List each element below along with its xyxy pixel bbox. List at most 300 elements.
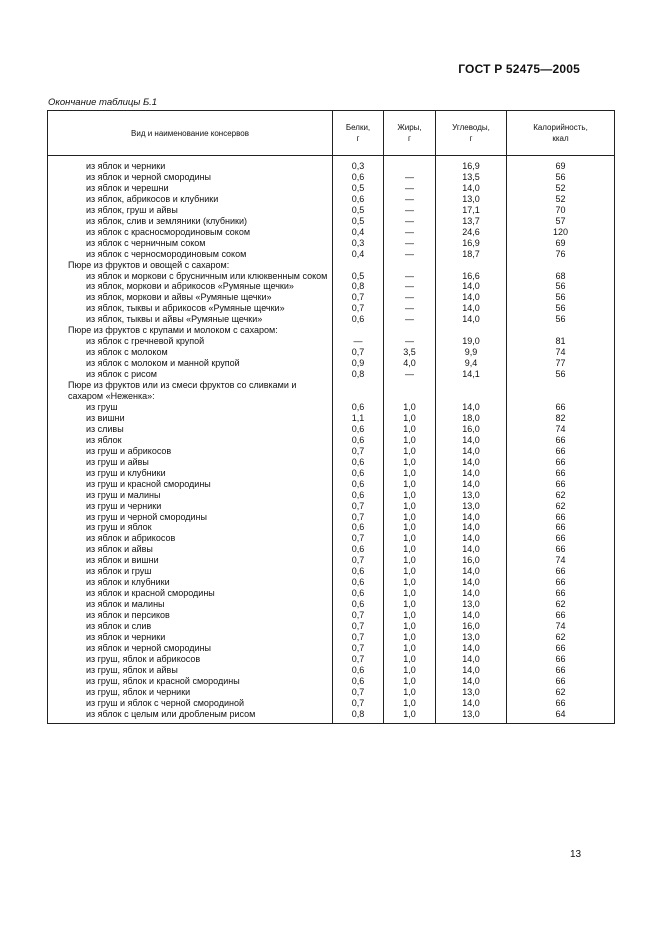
cell-protein: 0,6 [333, 172, 384, 183]
cell-protein: 0,6 [333, 544, 384, 555]
cell-calories: 66 [507, 577, 615, 588]
cell-name: из яблок с молоком [48, 347, 333, 358]
cell-fat: 1,0 [384, 522, 436, 533]
table-row [48, 533, 615, 544]
cell-fat: 1,0 [384, 599, 436, 610]
cell-fat: 1,0 [384, 413, 436, 424]
cell-carbs [436, 325, 507, 336]
cell-name: из яблок и абрикосов [48, 533, 333, 544]
cell-protein [333, 380, 384, 402]
cell-protein: 0,5 [333, 271, 384, 282]
cell-name: из груш [48, 402, 333, 413]
cell-name: из груш и яблок с черной смородиной [48, 698, 333, 709]
cell-carbs: 14,0 [436, 292, 507, 303]
cell-fat: — [384, 303, 436, 314]
cell-protein: 0,7 [333, 446, 384, 457]
cell-protein: 0,6 [333, 402, 384, 413]
cell-fat: 1,0 [384, 457, 436, 468]
cell-fat: 4,0 [384, 358, 436, 369]
cell-protein: 0,5 [333, 205, 384, 216]
cell-calories: 66 [507, 435, 615, 446]
cell-name: из яблок, груш и айвы [48, 205, 333, 216]
cell-protein: 0,6 [333, 457, 384, 468]
table-row [48, 227, 615, 238]
cell-fat: 1,0 [384, 555, 436, 566]
table-section-row [48, 260, 615, 271]
cell-name: Пюре из фруктов или из смеси фруктов со сливками и сахаром «Неженка»: [48, 380, 333, 402]
cell-protein: 0,8 [333, 709, 384, 723]
cell-name: из яблок с черничным соком [48, 238, 333, 249]
cell-fat: 1,0 [384, 566, 436, 577]
cell-calories: 82 [507, 413, 615, 424]
cell-protein: 0,7 [333, 687, 384, 698]
cell-fat: 1,0 [384, 402, 436, 413]
cell-protein: 0,6 [333, 490, 384, 501]
cell-fat: 1,0 [384, 665, 436, 676]
table-row [48, 249, 615, 260]
cell-protein: 0,7 [333, 654, 384, 665]
cell-calories: 62 [507, 490, 615, 501]
cell-calories: 62 [507, 501, 615, 512]
cell-fat: 1,0 [384, 424, 436, 435]
cell-name: из груш и айвы [48, 457, 333, 468]
cell-carbs: 13,0 [436, 599, 507, 610]
cell-name: из яблок и груш [48, 566, 333, 577]
cell-protein: 0,7 [333, 555, 384, 566]
cell-name: из груш и черной смородины [48, 512, 333, 523]
cell-carbs: 13,0 [436, 501, 507, 512]
table-row [48, 292, 615, 303]
cell-protein: 0,7 [333, 303, 384, 314]
table-row [48, 424, 615, 435]
cell-name: из яблок с рисом [48, 369, 333, 380]
cell-fat: 3,5 [384, 347, 436, 358]
cell-fat: — [384, 194, 436, 205]
cell-carbs: 13,7 [436, 216, 507, 227]
cell-fat: 1,0 [384, 632, 436, 643]
cell-fat: 1,0 [384, 687, 436, 698]
table-row [48, 687, 615, 698]
cell-carbs: 14,0 [436, 533, 507, 544]
header-calories: Калорийность, ккал [507, 111, 615, 156]
cell-protein: 0,7 [333, 292, 384, 303]
table-row [48, 183, 615, 194]
cell-carbs: 14,0 [436, 610, 507, 621]
cell-carbs: 16,6 [436, 271, 507, 282]
cell-carbs: 14,0 [436, 457, 507, 468]
cell-name: из яблок и черешни [48, 183, 333, 194]
table-section-row [48, 325, 615, 336]
cell-carbs: 14,0 [436, 654, 507, 665]
table-row [48, 358, 615, 369]
cell-calories: 74 [507, 621, 615, 632]
header-carbs: Углеводы, г [436, 111, 507, 156]
cell-carbs: 13,0 [436, 632, 507, 643]
cell-protein: 0,4 [333, 227, 384, 238]
cell-carbs: 13,5 [436, 172, 507, 183]
cell-calories: 74 [507, 347, 615, 358]
cell-carbs: 14,0 [436, 676, 507, 687]
table-row [48, 577, 615, 588]
cell-name: из груш, яблок и черники [48, 687, 333, 698]
table-row [48, 238, 615, 249]
cell-protein: 1,1 [333, 413, 384, 424]
cell-carbs: 14,0 [436, 698, 507, 709]
cell-calories: 66 [507, 479, 615, 490]
cell-carbs: 24,6 [436, 227, 507, 238]
cell-name: из яблок и черники [48, 632, 333, 643]
cell-protein: 0,7 [333, 643, 384, 654]
cell-name: из яблок с гречневой крупой [48, 336, 333, 347]
cell-protein [333, 260, 384, 271]
cell-carbs: 14,0 [436, 446, 507, 457]
table-row [48, 161, 615, 172]
cell-fat: 1,0 [384, 490, 436, 501]
cell-calories: 66 [507, 522, 615, 533]
table-row [48, 347, 615, 358]
cell-fat [384, 380, 436, 402]
cell-name: из яблок, тыквы и абрикосов «Румяные щечки» [48, 303, 333, 314]
cell-carbs [436, 260, 507, 271]
cell-fat: 1,0 [384, 544, 436, 555]
cell-fat: — [384, 205, 436, 216]
header-protein: Белки, г [333, 111, 384, 156]
cell-carbs: 18,0 [436, 413, 507, 424]
cell-protein: 0,6 [333, 424, 384, 435]
cell-fat: 1,0 [384, 435, 436, 446]
cell-carbs: 14,0 [436, 665, 507, 676]
cell-fat: 1,0 [384, 698, 436, 709]
cell-fat: 1,0 [384, 610, 436, 621]
cell-carbs: 14,0 [436, 183, 507, 194]
cell-protein: 0,6 [333, 599, 384, 610]
cell-carbs: 14,0 [436, 588, 507, 599]
cell-calories: 66 [507, 544, 615, 555]
cell-fat: 1,0 [384, 621, 436, 632]
cell-calories: 66 [507, 566, 615, 577]
cell-calories: 74 [507, 555, 615, 566]
cell-calories: 68 [507, 271, 615, 282]
table-body [48, 156, 615, 724]
cell-protein: 0,3 [333, 238, 384, 249]
cell-calories: 57 [507, 216, 615, 227]
cell-fat: 1,0 [384, 533, 436, 544]
table-row [48, 654, 615, 665]
cell-protein: 0,6 [333, 566, 384, 577]
cell-carbs: 16,9 [436, 238, 507, 249]
cell-carbs: 14,0 [436, 512, 507, 523]
cell-name: из груш и абрикосов [48, 446, 333, 457]
table-row [48, 194, 615, 205]
cell-calories: 69 [507, 238, 615, 249]
cell-name: из яблок и айвы [48, 544, 333, 555]
cell-fat: — [384, 281, 436, 292]
cell-fat: — [384, 216, 436, 227]
cell-name: из яблок и черной смородины [48, 172, 333, 183]
cell-protein [333, 325, 384, 336]
table-row [48, 490, 615, 501]
cell-carbs: 18,7 [436, 249, 507, 260]
cell-name: из яблок и красной смородины [48, 588, 333, 599]
cell-protein: 0,7 [333, 632, 384, 643]
table-section-row [48, 380, 615, 402]
cell-carbs: 9,9 [436, 347, 507, 358]
cell-fat: — [384, 238, 436, 249]
cell-carbs: 16,0 [436, 424, 507, 435]
cell-name: из груш, яблок и абрикосов [48, 654, 333, 665]
table-row [48, 457, 615, 468]
cell-name: Пюре из фруктов и овощей с сахаром: [48, 260, 333, 271]
cell-calories: 81 [507, 336, 615, 347]
cell-carbs: 14,0 [436, 566, 507, 577]
cell-carbs: 17,1 [436, 205, 507, 216]
cell-carbs: 14,0 [436, 402, 507, 413]
cell-protein: 0,6 [333, 314, 384, 325]
table-header-row [48, 111, 615, 156]
cell-fat [384, 161, 436, 172]
cell-carbs: 14,0 [436, 544, 507, 555]
cell-calories: 74 [507, 424, 615, 435]
cell-carbs: 14,0 [436, 435, 507, 446]
cell-carbs: 14,0 [436, 314, 507, 325]
table-row [48, 698, 615, 709]
cell-carbs: 9,4 [436, 358, 507, 369]
cell-protein: 0,7 [333, 533, 384, 544]
cell-protein: 0,6 [333, 435, 384, 446]
table-row [48, 512, 615, 523]
cell-protein: 0,6 [333, 194, 384, 205]
cell-calories: 62 [507, 632, 615, 643]
table-row [48, 336, 615, 347]
table-row [48, 468, 615, 479]
cell-fat: 1,0 [384, 588, 436, 599]
cell-carbs: 14,1 [436, 369, 507, 380]
cell-calories: 66 [507, 446, 615, 457]
table-row [48, 621, 615, 632]
table-row [48, 501, 615, 512]
cell-fat: — [384, 172, 436, 183]
table-row [48, 709, 615, 723]
cell-carbs: 14,0 [436, 303, 507, 314]
cell-calories: 77 [507, 358, 615, 369]
cell-carbs: 14,0 [436, 577, 507, 588]
cell-fat: 1,0 [384, 676, 436, 687]
cell-protein: 0,7 [333, 501, 384, 512]
cell-name: из яблок, абрикосов и клубники [48, 194, 333, 205]
cell-protein: 0,6 [333, 577, 384, 588]
document-code: ГОСТ Р 52475—2005 [458, 62, 580, 76]
cell-fat: — [384, 314, 436, 325]
table-row [48, 205, 615, 216]
table-row [48, 402, 615, 413]
cell-name: из яблок и клубники [48, 577, 333, 588]
cell-calories: 69 [507, 161, 615, 172]
header-name: Вид и наименование консервов [48, 111, 333, 156]
table-row [48, 643, 615, 654]
cell-name: из яблок и вишни [48, 555, 333, 566]
cell-carbs: 14,0 [436, 522, 507, 533]
cell-name: из яблок и малины [48, 599, 333, 610]
cell-calories: 56 [507, 172, 615, 183]
cell-fat: — [384, 227, 436, 238]
cell-protein: 0,6 [333, 665, 384, 676]
cell-protein: 0,6 [333, 676, 384, 687]
cell-fat: — [384, 336, 436, 347]
cell-carbs: 14,0 [436, 468, 507, 479]
cell-fat: 1,0 [384, 654, 436, 665]
cell-calories: 56 [507, 292, 615, 303]
cell-calories: 52 [507, 194, 615, 205]
cell-name: из вишни [48, 413, 333, 424]
cell-protein: 0,7 [333, 512, 384, 523]
cell-carbs: 13,0 [436, 687, 507, 698]
cell-protein: 0,9 [333, 358, 384, 369]
cell-name: из груш и малины [48, 490, 333, 501]
page-number: 13 [570, 849, 582, 860]
cell-carbs: 19,0 [436, 336, 507, 347]
table-row [48, 369, 615, 380]
cell-calories: 62 [507, 687, 615, 698]
cell-protein: 0,7 [333, 347, 384, 358]
cell-calories: 70 [507, 205, 615, 216]
cell-protein: 0,5 [333, 183, 384, 194]
cell-protein: 0,7 [333, 621, 384, 632]
cell-fat: — [384, 369, 436, 380]
header-fat: Жиры, г [384, 111, 436, 156]
cell-name: из груш и красной смородины [48, 479, 333, 490]
cell-name: из яблок, слив и земляники (клубники) [48, 216, 333, 227]
cell-carbs: 16,0 [436, 621, 507, 632]
cell-calories: 66 [507, 402, 615, 413]
cell-calories: 66 [507, 643, 615, 654]
cell-calories: 66 [507, 512, 615, 523]
cell-carbs: 13,0 [436, 709, 507, 723]
cell-calories: 66 [507, 610, 615, 621]
cell-name: из яблок с красносмородиновым соком [48, 227, 333, 238]
cell-name: из яблок и черники [48, 161, 333, 172]
table-row [48, 588, 615, 599]
cell-calories: 120 [507, 227, 615, 238]
cell-fat: 1,0 [384, 709, 436, 723]
cell-carbs: 13,0 [436, 490, 507, 501]
cell-protein: 0,7 [333, 610, 384, 621]
cell-fat: 1,0 [384, 643, 436, 654]
cell-calories [507, 380, 615, 402]
cell-name: из яблок [48, 435, 333, 446]
cell-name: из яблок и черной смородины [48, 643, 333, 654]
cell-name: Пюре из фруктов с крупами и молоком с сахаром: [48, 325, 333, 336]
table-row [48, 172, 615, 183]
cell-carbs [436, 380, 507, 402]
nutrition-table [47, 110, 615, 724]
table-caption: Окончание таблицы Б.1 [48, 97, 158, 108]
cell-fat: 1,0 [384, 468, 436, 479]
table-row [48, 610, 615, 621]
cell-protein: 0,6 [333, 588, 384, 599]
cell-name: из груш, яблок и красной смородины [48, 676, 333, 687]
cell-fat: 1,0 [384, 577, 436, 588]
cell-name: из яблок и персиков [48, 610, 333, 621]
cell-fat: — [384, 249, 436, 260]
cell-carbs: 13,0 [436, 194, 507, 205]
cell-carbs: 14,0 [436, 643, 507, 654]
cell-calories: 62 [507, 599, 615, 610]
table-row [48, 303, 615, 314]
cell-fat: — [384, 292, 436, 303]
cell-name: из яблок, моркови и айвы «Румяные щечки» [48, 292, 333, 303]
cell-name: из груш, яблок и айвы [48, 665, 333, 676]
cell-name: из яблок и слив [48, 621, 333, 632]
table-row [48, 413, 615, 424]
cell-protein: 0,6 [333, 522, 384, 533]
cell-fat: 1,0 [384, 479, 436, 490]
table-row [48, 479, 615, 490]
cell-fat: 1,0 [384, 446, 436, 457]
cell-fat [384, 325, 436, 336]
cell-carbs: 14,0 [436, 479, 507, 490]
table-row [48, 555, 615, 566]
cell-name: из яблок с черносмородиновым соком [48, 249, 333, 260]
cell-calories: 66 [507, 676, 615, 687]
cell-calories: 66 [507, 468, 615, 479]
table-row [48, 271, 615, 282]
cell-calories: 56 [507, 369, 615, 380]
table-row [48, 632, 615, 643]
cell-calories [507, 260, 615, 271]
cell-carbs: 14,0 [436, 281, 507, 292]
cell-protein: — [333, 336, 384, 347]
cell-name: из груш и черники [48, 501, 333, 512]
cell-protein: 0,4 [333, 249, 384, 260]
table-row [48, 446, 615, 457]
cell-carbs: 16,0 [436, 555, 507, 566]
cell-name: из яблок с молоком и манной крупой [48, 358, 333, 369]
cell-protein: 0,7 [333, 698, 384, 709]
cell-name: из яблок с целым или дробленым рисом [48, 709, 333, 723]
cell-calories: 56 [507, 303, 615, 314]
cell-fat: 1,0 [384, 512, 436, 523]
cell-calories: 66 [507, 654, 615, 665]
cell-calories: 52 [507, 183, 615, 194]
cell-name: из сливы [48, 424, 333, 435]
cell-calories: 76 [507, 249, 615, 260]
cell-protein: 0,8 [333, 369, 384, 380]
table-row [48, 281, 615, 292]
table-row [48, 314, 615, 325]
table-row [48, 522, 615, 533]
cell-fat: 1,0 [384, 501, 436, 512]
cell-calories [507, 325, 615, 336]
cell-name: из яблок, моркови и абрикосов «Румяные щечки» [48, 281, 333, 292]
cell-name: из яблок и моркови с брусничным или клюквенным соком [48, 271, 333, 282]
cell-calories: 66 [507, 698, 615, 709]
cell-protein: 0,3 [333, 161, 384, 172]
cell-calories: 64 [507, 709, 615, 723]
cell-fat: — [384, 183, 436, 194]
cell-protein: 0,5 [333, 216, 384, 227]
table-row [48, 566, 615, 577]
cell-calories: 66 [507, 533, 615, 544]
cell-protein: 0,6 [333, 479, 384, 490]
cell-protein: 0,8 [333, 281, 384, 292]
cell-protein: 0,6 [333, 468, 384, 479]
cell-carbs: 16,9 [436, 161, 507, 172]
cell-name: из груш и яблок [48, 522, 333, 533]
cell-fat [384, 260, 436, 271]
table-row [48, 676, 615, 687]
table-row [48, 599, 615, 610]
cell-calories: 56 [507, 314, 615, 325]
